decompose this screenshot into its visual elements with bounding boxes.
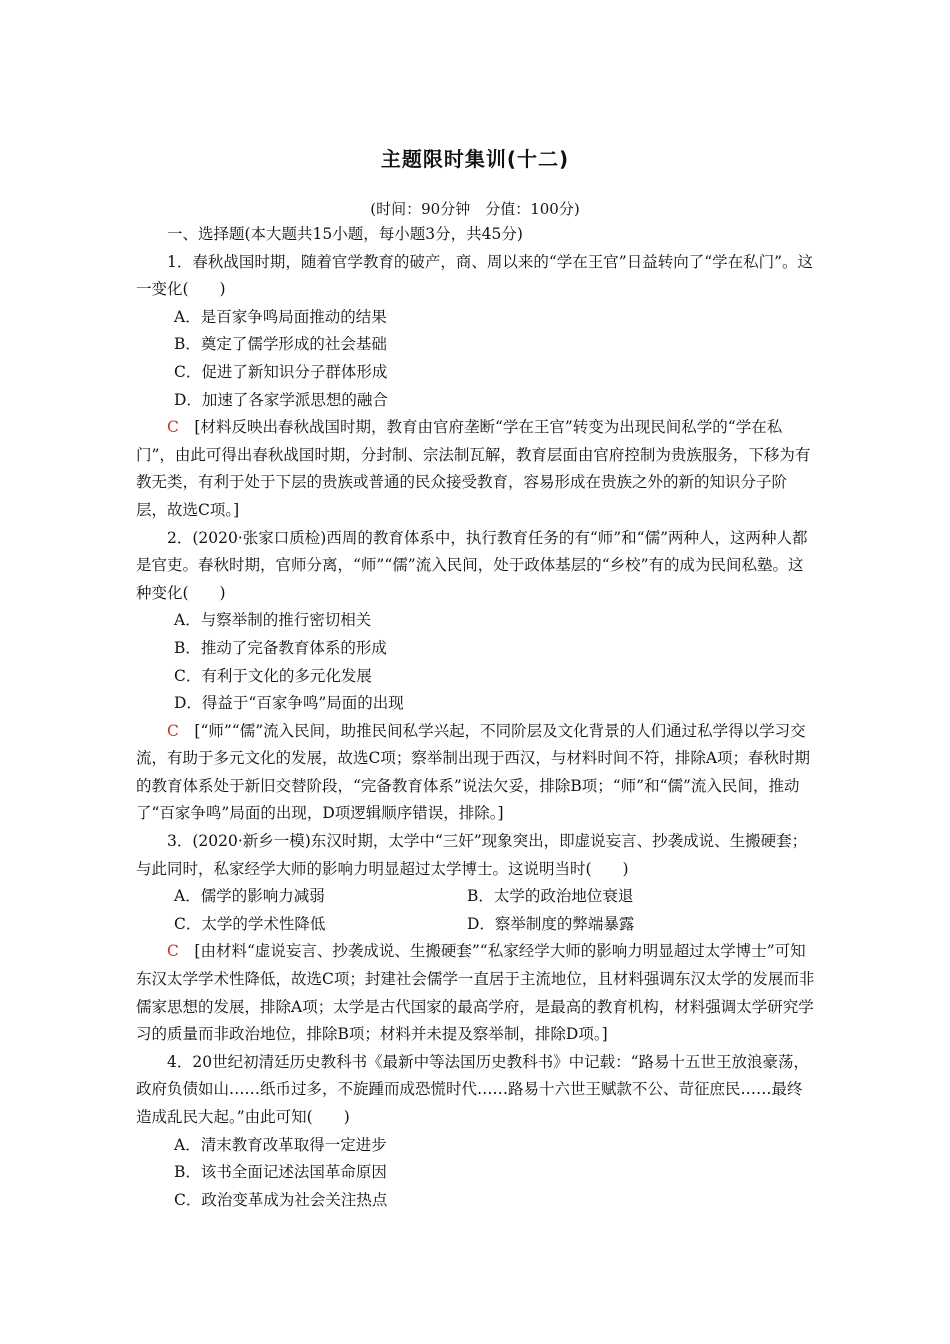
question-4-option-b: B．该书全面记述法国革命原因 xyxy=(174,1163,387,1182)
question-1-option-c: C．促进了新知识分子群体形成 xyxy=(174,362,388,381)
question-4-option-a: A．清末教育改革取得一定进步 xyxy=(174,1135,387,1154)
question-3-option-b: B．太学的政治地位衰退 xyxy=(467,887,634,906)
question-3-option-a: A．儒学的影响力减弱 xyxy=(174,887,325,906)
question-4-stem: 4．20世纪初清廷历史教科书《最新中等法国历史教科书》中记载：“路易十五世王放浪豪荡，政府负债如山……纸币过多，不旋踵而成恐慌时代……路易十六世王赋款不公、苛征庶民……最终造成乱民大起。”由此可知( ) xyxy=(136,1052,810,1126)
question-1-answer: C xyxy=(167,418,179,437)
question-3-explanation-block xyxy=(136,938,816,1048)
question-3-options-row-1 xyxy=(136,883,816,911)
question-2-option-c: C．有利于文化的多元化发展 xyxy=(174,666,372,685)
question-3-explanation: [由材料“虚说妄言、抄袭成说、生搬硬套”“私家经学大师的影响力明显超过太学博士”可知东汉太学学术性降低，故选C项；封建社会儒学一直居于主流地位，且材料强调东汉太学的发展而非儒家思想的发展，排除A项；太学是古代国家的最高学府，是最高的教育机构，材料强调太学研究学习的质量而非政治地位，排除B项；材料并未提及察举制，排除D项。] xyxy=(136,942,815,1044)
question-2-option-a: A．与察举制的推行密切相关 xyxy=(174,611,372,630)
question-2-answer: C xyxy=(167,721,179,740)
question-1-option-d: D．加速了各家学派思想的融合 xyxy=(174,390,388,409)
question-2-stem: 2．(2020·张家口质检)西周的教育体系中，执行教育任务的有“师”和“儒”两种人，这两种人都是官吏。春秋时期，官师分离，“师”“儒”流入民间，处于政体基层的“乡校”有的成为民间私塾。这种变化( ) xyxy=(136,528,808,602)
question-1-explanation-block xyxy=(136,414,816,524)
question-2-option-d: D．得益于“百家争鸣”局面的出现 xyxy=(174,694,404,713)
content xyxy=(136,221,816,1214)
question-1-option-b: B．奠定了儒学形成的社会基础 xyxy=(174,335,387,354)
exam-meta: (时间：90分钟 分值：100分) xyxy=(370,200,580,218)
page-title: 主题限时集训(十二) xyxy=(380,147,570,171)
question-1-explanation: [材料反映出春秋战国时期，教育由官府垄断“学在王官”转变为出现民间私学的“学在私门”，由此可得出春秋战国时期，分封制、宗法制瓦解，教育层面由官府控制为贵族服务，下移为有教无类，有利于处于下层的贵族或普通的民众接受教育，容易形成在贵族之外的新的知识分子阶层，故选C项。] xyxy=(136,418,811,519)
question-2-option-b: B．推动了完备教育体系的形成 xyxy=(174,638,387,657)
question-1-stem: 1．春秋战国时期，随着官学教育的破产，商、周以来的“学在王官”日益转向了“学在私门”。这一变化( ) xyxy=(136,252,814,299)
section-heading: 一、选择题(本大题共15小题，每小题3分，共45分) xyxy=(167,225,523,243)
question-4-option-c: C．政治变革成为社会关注热点 xyxy=(174,1190,388,1209)
question-3-option-c: C．太学的学术性降低 xyxy=(174,914,326,933)
question-2-explanation: [“师”“儒”流入民间，助推民间私学兴起，不同阶层及文化背景的人们通过私学得以学习交流，有助于多元文化的发展，故选C项；察举制出现于西汉，与材料时间不符，排除A项；春秋时期的教育体系处于新旧交替阶段，“完备教育体系”说法欠妥，排除B项；“师”和“儒”流入民间，推动了“百家争鸣”局面的出现，D项逻辑顺序错误，排除。] xyxy=(136,721,811,823)
question-3-answer: C xyxy=(167,942,179,961)
question-2-explanation-block xyxy=(136,718,816,828)
question-1-option-a: A．是百家争鸣局面推动的结果 xyxy=(174,307,387,326)
question-3-stem: 3．(2020·新乡一模)东汉时期，太学中“三奸”现象突出，即虚说妄言、抄袭成说、生搬硬套；与此同时，私家经学大师的影响力明显超过太学博士。这说明当时( ) xyxy=(136,832,808,878)
question-3-option-d: D．察举制度的弊端暴露 xyxy=(467,914,635,933)
question-3-options-row-2 xyxy=(136,911,816,939)
